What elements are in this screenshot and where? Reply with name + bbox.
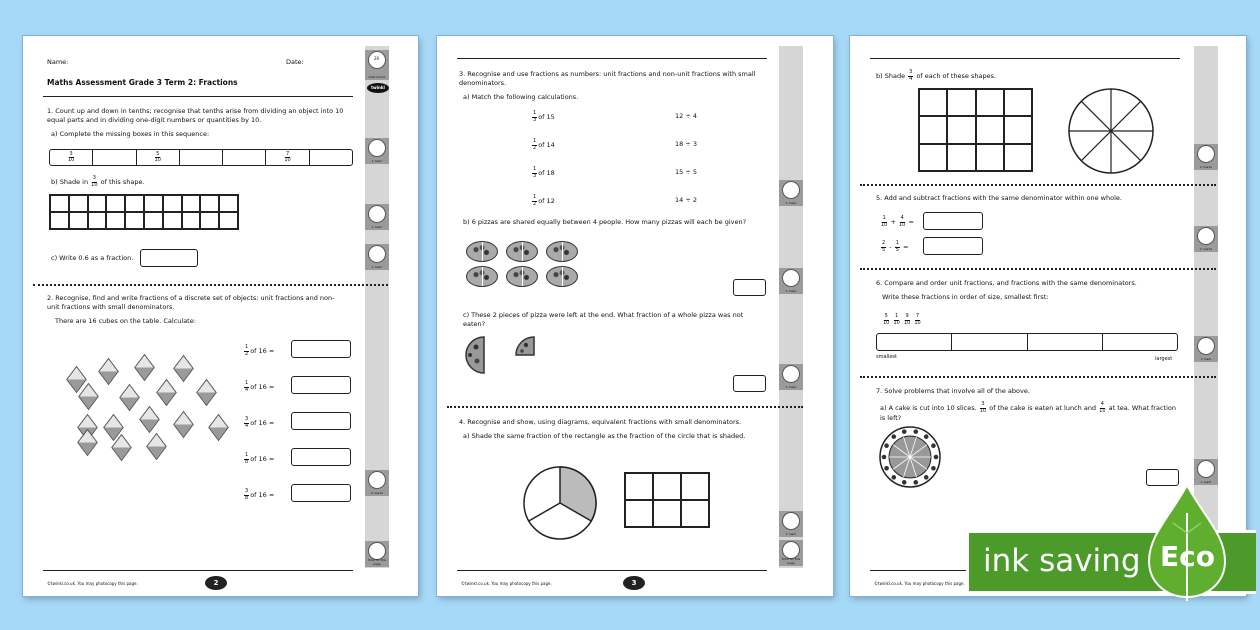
mark-box — [365, 204, 389, 230]
q1b-prefix: b) Shade in — [51, 178, 89, 186]
mark-box — [1194, 336, 1218, 362]
fraction — [980, 402, 986, 414]
dotted-divider — [860, 376, 1216, 378]
fraction — [904, 314, 910, 326]
grid-cell[interactable] — [625, 473, 653, 500]
mark-label: 5 marks — [370, 491, 384, 495]
grid-cell[interactable] — [144, 212, 163, 229]
grid-cell[interactable] — [106, 212, 125, 229]
cube-icon — [139, 406, 160, 433]
divider — [457, 58, 767, 59]
cube-icon — [119, 384, 140, 411]
order-slot[interactable] — [877, 334, 952, 350]
pizza-icon — [506, 241, 538, 262]
answer-box[interactable] — [291, 484, 351, 502]
denominator: 10 — [914, 319, 921, 326]
date-label: Date: — [286, 58, 304, 66]
numerator: 1 — [895, 313, 899, 319]
answer-box[interactable] — [291, 340, 351, 358]
grid-cell[interactable] — [163, 212, 182, 229]
pizza-pieces-illustration — [464, 333, 549, 377]
sequence-box — [50, 150, 93, 165]
q7a-mid: of the cake is eaten at lunch and — [989, 404, 1097, 412]
numerator: 3 — [69, 150, 73, 157]
grid-cell[interactable] — [50, 195, 69, 212]
footer: ©twinkl.co.uk. You may photocopy this page. — [47, 581, 138, 586]
marks-strip — [365, 46, 389, 568]
fraction-of-16-item — [243, 453, 274, 465]
denominator: 10 — [979, 407, 987, 414]
equals: = — [908, 218, 914, 226]
cube-icon — [98, 358, 119, 385]
numerator: 2 — [882, 240, 886, 246]
grid-cell[interactable] — [50, 212, 69, 229]
mark-label: 1 mark — [371, 225, 383, 229]
numerator: 4 — [900, 215, 904, 221]
cube-icon — [146, 433, 167, 460]
cake-illustration — [878, 425, 942, 489]
cake-decoration — [913, 480, 918, 485]
answer-box[interactable] — [923, 237, 983, 255]
twinkl-logo: twinkl — [367, 83, 389, 93]
denominator: 10 — [91, 181, 98, 188]
numerator: 1 — [245, 380, 249, 386]
q3b-text: b) 6 pizzas are shared equally between 4 people. How many pizzas will each be given? — [463, 218, 747, 226]
q5-equation-2 — [880, 241, 908, 253]
q4b-prefix: b) Shade — [876, 72, 906, 80]
fraction — [881, 241, 886, 253]
denominator: 10 — [1099, 407, 1106, 414]
q5-text: 5. Add and subtract fractions with the same denominator within one whole. — [876, 194, 1122, 202]
fraction — [893, 314, 899, 326]
order-slot[interactable] — [1103, 334, 1177, 350]
dotted-divider — [860, 268, 1216, 270]
denominator: 4 — [245, 386, 249, 393]
grid-cell[interactable] — [919, 89, 947, 116]
grid-cell[interactable] — [653, 500, 681, 527]
mark-box — [365, 470, 389, 496]
q1b-suffix: of this shape. — [100, 178, 145, 186]
denominator: 5 — [895, 246, 899, 253]
sequence-box[interactable] — [223, 150, 266, 165]
spacer — [890, 316, 892, 324]
cube-icon — [134, 354, 155, 381]
grid-cell[interactable] — [182, 212, 201, 229]
match-right-item[interactable]: 18 ÷ 3 — [675, 140, 697, 148]
sequence-box[interactable] — [180, 150, 223, 165]
q2-sub: There are 16 cubes on the table. Calculate: — [55, 317, 196, 325]
item-text: of 16 = — [250, 383, 275, 391]
divider — [43, 570, 353, 571]
rectangle-twelfths-grid[interactable] — [918, 88, 1033, 172]
numerator: 1 — [245, 344, 249, 350]
fraction — [908, 70, 913, 82]
cake-decoration — [902, 480, 907, 485]
denominator: 8 — [245, 458, 249, 465]
cake-decoration — [931, 466, 936, 471]
q2-text: 2. Recognise, find and write fractions of a discrete set of objects: unit fractions and non-unit fractions with small denominators. — [47, 294, 335, 311]
smallest-label: smallest — [876, 354, 897, 360]
grid-cell[interactable] — [976, 89, 1004, 116]
match-left-item[interactable] — [531, 167, 555, 179]
grid-cell[interactable] — [681, 500, 709, 527]
item-text: of 18 — [538, 169, 555, 177]
name-label: Name: — [47, 58, 69, 66]
operator: - — [889, 243, 892, 251]
cake-decoration — [924, 434, 929, 439]
mark-label: 1 mark — [785, 385, 797, 389]
numerator: 7 — [915, 313, 920, 319]
cube-icon — [156, 379, 177, 406]
answer-box[interactable] — [733, 279, 766, 296]
page-number: 3 — [623, 576, 645, 590]
ink-saving-text: ink saving — [983, 543, 1141, 579]
numerator: 3 — [245, 488, 249, 494]
circle-eighths-shape[interactable] — [1066, 86, 1156, 176]
fraction — [899, 216, 905, 228]
fraction — [895, 241, 900, 253]
match-left-item[interactable] — [531, 111, 555, 123]
grid-cell[interactable] — [1004, 116, 1032, 143]
cake-decoration — [924, 475, 929, 480]
cake-decoration — [931, 443, 936, 448]
total-marks-box — [365, 50, 389, 80]
q7a-prefix: a) A cake is cut into 10 slices. — [880, 404, 977, 412]
numerator: 5 — [156, 150, 160, 157]
grid-cell[interactable] — [163, 195, 182, 212]
q5-equation-1 — [880, 216, 914, 228]
marks-strip — [779, 46, 803, 568]
dotted-divider — [33, 284, 388, 286]
numerator: 1 — [533, 110, 537, 116]
fraction — [244, 453, 249, 465]
page-number: 2 — [205, 576, 227, 590]
answer-box[interactable] — [291, 376, 351, 394]
numerator: 4 — [1100, 401, 1104, 407]
denominator: 10 — [881, 221, 888, 228]
mark-label: 1 mark — [371, 265, 383, 269]
grid-cell[interactable] — [919, 144, 947, 171]
item-text: of 16 = — [250, 347, 275, 355]
divider — [870, 58, 1180, 59]
cube-icon — [78, 383, 99, 410]
grid-cell[interactable] — [947, 89, 975, 116]
q7a-suffix: at tea. What fraction is left? — [880, 404, 1176, 422]
mark-label: 2 marks — [1199, 247, 1213, 251]
cake-decoration — [884, 443, 889, 448]
answer-box[interactable] — [140, 249, 198, 267]
numerator: 5 — [884, 313, 888, 319]
numerator: 3 — [909, 69, 913, 75]
denominator: 10 — [284, 157, 291, 163]
grid-cell[interactable] — [144, 195, 163, 212]
fraction — [91, 176, 97, 188]
dotted-divider — [447, 406, 803, 408]
fraction-of-16-item — [243, 417, 274, 429]
sequence-boxes — [49, 149, 353, 166]
grid-cell[interactable] — [653, 473, 681, 500]
denominator: 3 — [533, 172, 537, 179]
mark-box — [1194, 144, 1218, 170]
fraction-of-16-item — [243, 381, 274, 393]
footer: ©twinkl.co.uk. You may photocopy this page. — [874, 581, 965, 586]
match-left-item[interactable] — [531, 139, 555, 151]
grid-cell[interactable] — [947, 116, 975, 143]
mark-label: 1 mark — [785, 201, 797, 205]
fraction — [244, 345, 249, 357]
numerator: 9 — [905, 313, 909, 319]
q4a-text: a) Shade the same fraction of the rectangle as the fraction of the circle that is shaded. — [463, 432, 746, 440]
q6-fractions — [882, 314, 922, 326]
q1a-text: a) Complete the missing boxes in this sequence: — [51, 130, 210, 138]
cake-decoration — [913, 429, 918, 434]
footer: ©twinkl.co.uk. You may photocopy this page. — [461, 581, 552, 586]
grid-cell[interactable] — [69, 212, 88, 229]
grid-cell[interactable] — [919, 116, 947, 143]
mark-box — [1194, 459, 1218, 485]
cube-icon — [208, 414, 229, 441]
q1-text: 1. Count up and down in tenths; recognise that tenths arise from dividing an object into 10 equal parts and in dividing one-digit numbers or quantities by 10. — [47, 107, 344, 124]
denominator: 4 — [245, 422, 249, 429]
grid-cell[interactable] — [69, 195, 88, 212]
grid-cell[interactable] — [182, 195, 201, 212]
q7a-text — [880, 402, 1180, 423]
item-text: of 16 = — [250, 491, 275, 499]
match-right-item[interactable]: 15 ÷ 5 — [675, 168, 697, 176]
q6-text: 6. Compare and order unit fractions, and fractions with the same denominators. — [876, 279, 1137, 287]
mark-label: 2 marks — [1199, 165, 1213, 169]
answer-box[interactable] — [291, 448, 351, 466]
ordering-boxes[interactable] — [876, 333, 1178, 351]
fraction — [532, 195, 537, 207]
fraction — [1099, 402, 1105, 414]
numerator: 1 — [882, 215, 886, 221]
fraction — [244, 489, 249, 501]
numerator: 1 — [533, 166, 537, 172]
numerator: 3 — [92, 175, 96, 181]
item-text: of 14 — [538, 141, 555, 149]
cube-icon — [173, 411, 194, 438]
pizza-icon — [546, 241, 578, 262]
sequence-box — [137, 150, 180, 165]
item-text: of 16 = — [250, 419, 275, 427]
denominator: 3 — [533, 116, 537, 123]
q1c-text: c) Write 0.6 as a fraction. — [51, 254, 134, 262]
answer-box[interactable] — [733, 375, 766, 392]
item-text: of 16 = — [250, 455, 275, 463]
fraction-of-16-item — [243, 345, 274, 357]
page-title: Maths Assessment Grade 3 Term 2: Fractions — [47, 78, 238, 87]
spacer — [901, 316, 903, 324]
cake-decoration — [891, 434, 896, 439]
denominator: 10 — [898, 221, 906, 228]
cube-icon — [173, 355, 194, 382]
mark-box — [365, 541, 389, 567]
q7-text: 7. Solve problems that involve all of the above. — [876, 387, 1030, 395]
pizza-icon — [466, 241, 498, 262]
grid-cell[interactable] — [106, 195, 125, 212]
sequence-box[interactable] — [93, 150, 136, 165]
cake-decoration — [891, 475, 896, 480]
cube-icon — [196, 379, 217, 406]
numerator: 1 — [533, 138, 537, 144]
match-right-item[interactable]: 14 ÷ 2 — [675, 196, 697, 204]
q3a-text: a) Match the following calculations. — [463, 93, 579, 101]
q6-sub: Write these fractions in order of size, smallest first: — [882, 293, 1049, 301]
mark-label: 1 mark — [1200, 480, 1212, 484]
worksheet-page-3 — [437, 36, 833, 596]
fraction — [914, 314, 920, 326]
grid-cell[interactable] — [219, 195, 238, 212]
denominator: 10 — [154, 157, 161, 163]
grid-cell[interactable] — [219, 212, 238, 229]
mark-box — [779, 540, 803, 566]
numerator: 3 — [981, 401, 985, 407]
mark-label: 1 mark — [785, 532, 797, 536]
answer-box[interactable] — [291, 412, 351, 430]
mark-box — [779, 268, 803, 294]
spacer — [911, 316, 913, 324]
eco-badge-text: Eco — [1160, 540, 1215, 573]
item-text: of 15 — [538, 113, 555, 121]
fraction — [155, 152, 161, 164]
denominator: 5 — [882, 246, 886, 253]
grid-cell[interactable] — [681, 473, 709, 500]
grid-cell[interactable] — [1004, 89, 1032, 116]
cake-decoration — [884, 466, 889, 471]
fraction — [68, 152, 74, 164]
pizza-icon — [506, 266, 538, 287]
order-slot[interactable] — [952, 334, 1027, 350]
match-right-item[interactable]: 12 ÷ 4 — [675, 112, 697, 120]
grid-cell[interactable] — [125, 212, 144, 229]
denominator: 10 — [67, 157, 75, 163]
mark-box — [1194, 226, 1218, 252]
grid-cell[interactable] — [200, 212, 219, 229]
sequence-box[interactable] — [310, 150, 352, 165]
denominator: 2 — [245, 350, 249, 357]
grid-cell[interactable] — [976, 116, 1004, 143]
denominator: 10 — [883, 319, 890, 326]
q4-text: 4. Recognise and show, using diagrams, equivalent fractions with small denominators. — [459, 418, 742, 426]
tenths-grid[interactable] — [49, 194, 239, 230]
fraction-of-16-item — [243, 489, 274, 501]
q4b-text — [876, 70, 996, 82]
sequence-box — [266, 150, 309, 165]
item-text: of 12 — [538, 197, 555, 205]
largest-label: largest — [1155, 356, 1173, 362]
mark-box — [365, 244, 389, 270]
cake-decoration — [902, 429, 907, 434]
grid-cell[interactable] — [200, 195, 219, 212]
equals: = — [902, 243, 909, 251]
numerator: 1 — [895, 240, 899, 246]
fraction — [284, 152, 290, 164]
mark-box — [779, 511, 803, 537]
mark-box — [779, 180, 803, 206]
q3-text: 3. Recognise and use fractions as numbers: unit fractions and non-unit fractions with small denominators. — [459, 70, 756, 87]
match-left-item[interactable] — [531, 195, 555, 207]
answer-box[interactable] — [923, 212, 983, 230]
pizza-icon — [546, 266, 578, 287]
q4b-suffix: of each of these shapes. — [916, 72, 997, 80]
denominator: 10 — [903, 319, 911, 326]
fraction — [244, 381, 249, 393]
mark-label: 1 mark — [785, 289, 797, 293]
cake-decoration — [934, 455, 939, 460]
order-slot[interactable] — [1028, 334, 1103, 350]
grid-cell[interactable] — [976, 144, 1004, 171]
fraction — [883, 314, 889, 326]
fraction — [532, 139, 537, 151]
denominator: 4 — [909, 75, 913, 82]
mark-box — [365, 138, 389, 164]
cake-decoration — [882, 455, 887, 460]
fraction — [244, 417, 249, 429]
total-marks-value: 20 — [374, 56, 380, 61]
rectangle-sixths-grid[interactable] — [624, 472, 710, 528]
denominator: 10 — [893, 319, 900, 326]
numerator: 1 — [533, 194, 537, 200]
numerator: 7 — [285, 150, 290, 157]
denominator: 2 — [533, 200, 537, 207]
worksheet-page-2 — [23, 36, 418, 596]
fraction — [532, 111, 537, 123]
mark-label: Total for this page — [781, 557, 801, 565]
denominator: 8 — [245, 494, 249, 501]
divider — [457, 570, 767, 571]
pizza-icon — [466, 266, 498, 287]
fraction — [532, 167, 537, 179]
mark-label: Total for this page — [367, 558, 387, 566]
grid-cell[interactable] — [88, 195, 107, 212]
mark-box — [779, 364, 803, 390]
q3c-text: c) These 2 pieces of pizza were left at the end. What fraction of a whole pizza was not eaten? — [463, 311, 744, 328]
total-marks-label: total marks — [368, 75, 386, 79]
divider — [43, 96, 353, 97]
grid-cell[interactable] — [625, 500, 653, 527]
numerator: 1 — [245, 452, 249, 458]
denominator: 2 — [533, 144, 537, 151]
grid-cell[interactable] — [88, 212, 107, 229]
mark-label: 1 mark — [371, 159, 383, 163]
fraction — [881, 216, 887, 228]
grid-cell[interactable] — [1004, 144, 1032, 171]
grid-cell[interactable] — [947, 144, 975, 171]
grid-cell[interactable] — [125, 195, 144, 212]
q1b-text — [51, 176, 145, 188]
operator: + — [890, 218, 896, 226]
dotted-divider — [860, 184, 1216, 186]
circle-thirds-shape — [521, 464, 599, 542]
numerator: 3 — [245, 416, 249, 422]
mark-label: 1 mark — [1200, 357, 1212, 361]
